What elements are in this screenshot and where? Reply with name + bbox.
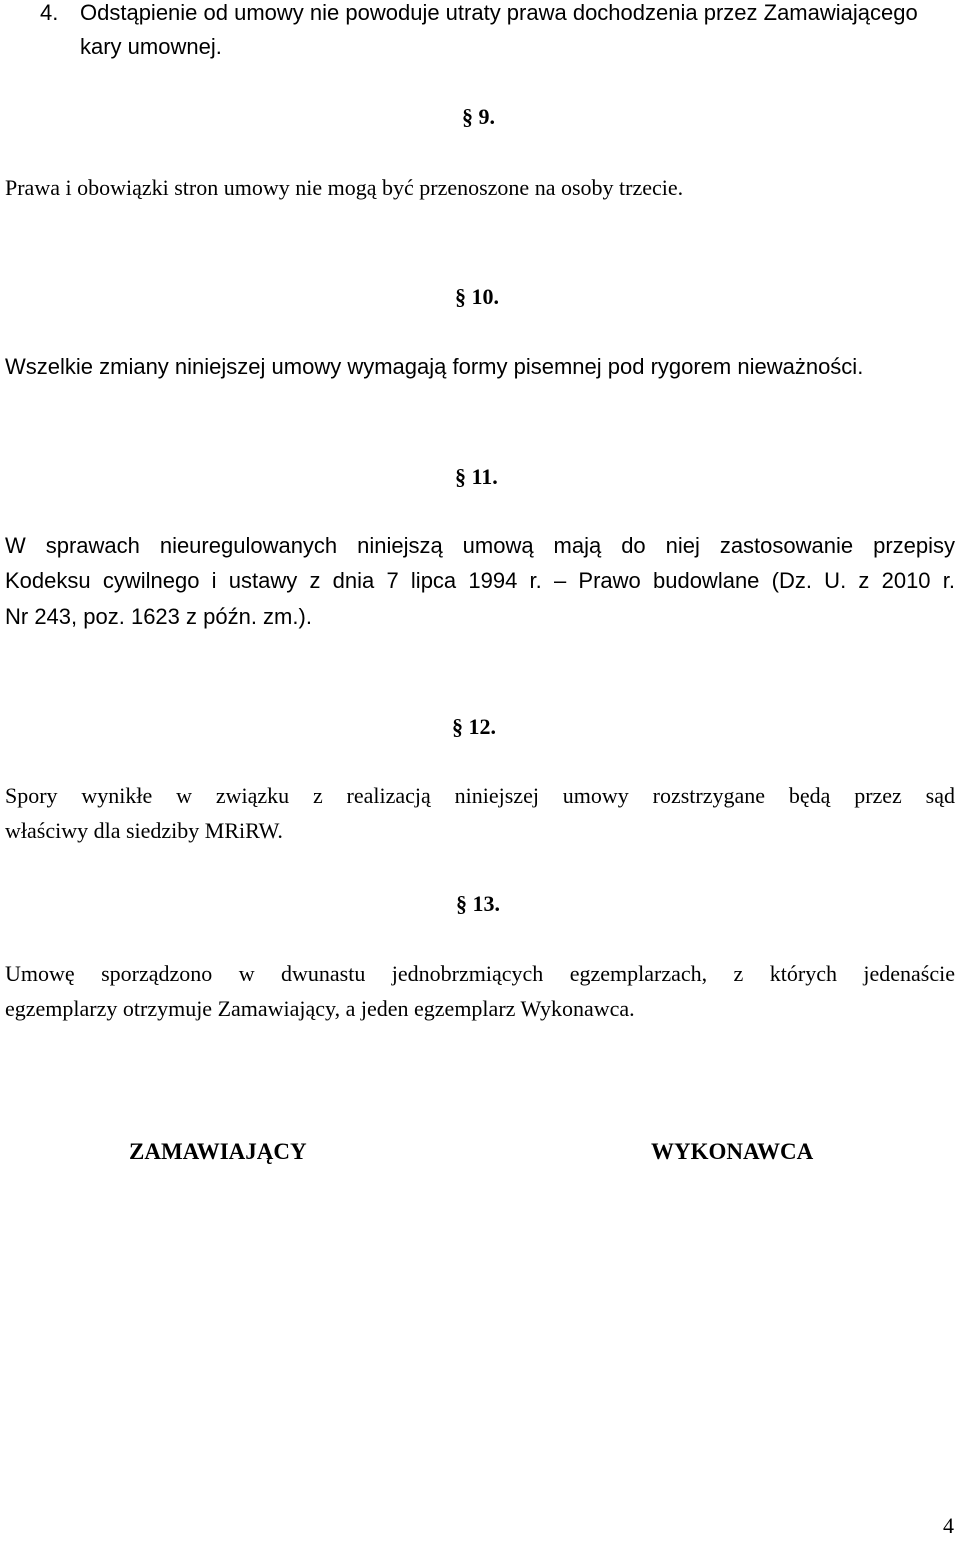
- section-heading: § 11.: [455, 464, 498, 489]
- signature-label-right: WYKONAWCA: [651, 1139, 814, 1164]
- section-heading: § 12.: [452, 714, 496, 739]
- section-heading: § 9.: [462, 104, 495, 129]
- paragraph-line: W sprawach nieuregulowanych niniejszą umową mają do niej zastosowanie przepisy: [5, 533, 955, 558]
- section-heading: § 13.: [456, 891, 500, 916]
- signature-label-left: ZAMAWIAJĄCY: [129, 1139, 307, 1164]
- paragraph-line: Umowę sporządzono w dwunastu jednobrzmiących egzemplarzach, z których jedenaście: [5, 961, 955, 986]
- list-item-text-line: kary umownej.: [80, 34, 222, 59]
- paragraph-line: Kodeksu cywilnego i ustawy z dnia 7 lipca 1994 r. – Prawo budowlane (Dz. U. z 2010 r.: [5, 568, 955, 593]
- page-number: 4: [943, 1513, 954, 1538]
- paragraph-line: Wszelkie zmiany niniejszej umowy wymagają formy pisemnej pod rygorem nieważności.: [5, 354, 864, 379]
- section-heading: § 10.: [455, 284, 499, 309]
- list-item-number: 4.: [40, 0, 59, 25]
- paragraph-line: Prawa i obowiązki stron umowy nie mogą być przenoszone na osoby trzecie.: [5, 175, 684, 200]
- paragraph-line: Nr 243, poz. 1623 z późn. zm.).: [5, 604, 312, 629]
- paragraph-line: Spory wynikłe w związku z realizacją niniejszej umowy rozstrzygane będą przez sąd: [5, 783, 955, 808]
- paragraph-line: właściwy dla siedziby MRiRW.: [5, 818, 283, 843]
- paragraph-line: egzemplarzy otrzymuje Zamawiający, a jeden egzemplarz Wykonawca.: [5, 996, 635, 1021]
- list-item-text-line: Odstąpienie od umowy nie powoduje utraty prawa dochodzenia przez Zamawiającego: [80, 0, 918, 25]
